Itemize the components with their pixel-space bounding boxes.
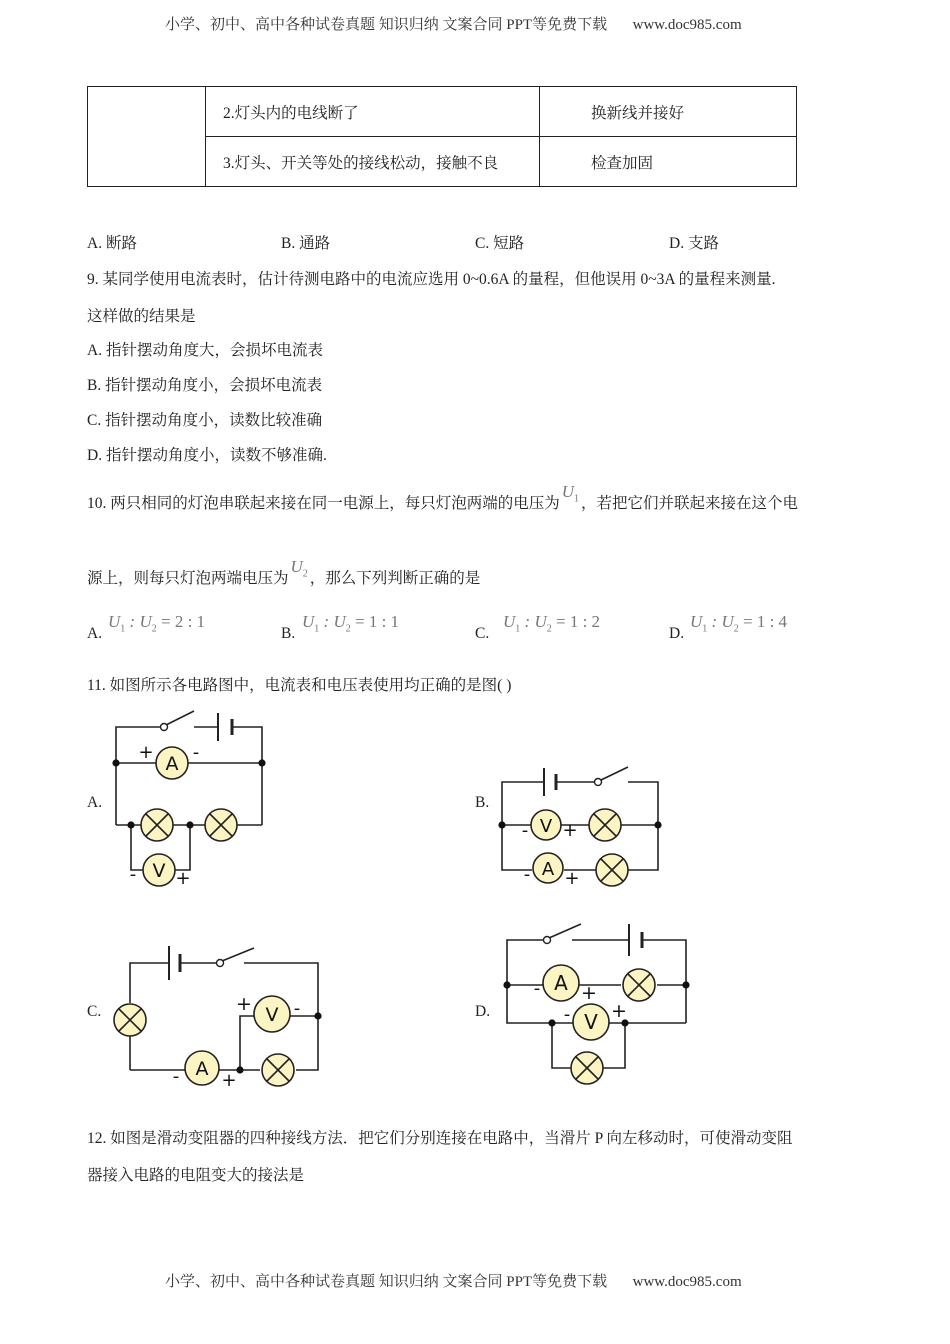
q10-option-c-label: C. <box>475 625 490 642</box>
circuit-a <box>116 711 262 870</box>
svg-text:V: V <box>584 1010 598 1034</box>
lamp-icon <box>262 1054 294 1086</box>
q10-u1: $U_1$ <box>561 482 580 505</box>
q8-option-c: C. 短路 <box>475 235 525 252</box>
q8-option-d: D. 支路 <box>669 235 719 252</box>
svg-text:+: + <box>175 868 191 889</box>
svg-text:V: V <box>539 816 553 837</box>
switch-pivots <box>161 724 602 967</box>
svg-text:+: + <box>564 868 580 889</box>
lamp-icon <box>589 809 621 841</box>
q9-option-d: D. 指针摆动角度小，读数不够准确. <box>87 447 327 464</box>
q10-stem-b: ，若把它们并联起来接在这个电 <box>581 495 799 512</box>
footer-url: www.doc985.com <box>632 1274 742 1290</box>
q9-option-a: A. 指针摆动角度大，会损坏电流表 <box>87 342 323 359</box>
ammeter-c <box>173 1051 237 1091</box>
q8-option-b: B. 通路 <box>281 235 331 252</box>
voltmeter-a <box>130 854 191 889</box>
q11-stem: 11. 如图所示各电路图中，电流表和电压表使用均正确的是图( ) <box>87 677 512 694</box>
q8-option-a: A. 断路 <box>87 235 137 252</box>
svg-text:A: A <box>195 1058 209 1080</box>
q10-option-d-math: $U_1$ : $U_2 = 1$ : 4 <box>690 612 788 635</box>
q10-option-a-math: $U_1$ : $U_2 = 2$ : 1 <box>108 612 206 635</box>
lamp-icon <box>596 854 628 886</box>
svg-text:+: + <box>611 1000 627 1022</box>
svg-text:A: A <box>541 859 555 880</box>
footer-text: 小学、初中、高中各种试卷真题 知识归纳 文案合同 PPT等免费下载 <box>165 1274 608 1290</box>
q9-stem-line1: 9. 某同学使用电流表时，估计待测电路中的电流应选用 0~0.6A 的量程，但他误用 0~3A 的量程来测量. <box>87 271 776 288</box>
q9-option-c: C. 指针摆动角度小，读数比较准确 <box>87 412 323 429</box>
lamp-icon <box>205 809 237 841</box>
lamp-icon <box>141 809 173 841</box>
lamp-icon <box>623 969 655 1001</box>
svg-text:V: V <box>265 1004 279 1026</box>
table-cell-fix: 检查加固 <box>540 137 797 187</box>
ammeter-d <box>534 965 597 1004</box>
q10-option-d-label: D. <box>669 625 685 642</box>
header-url: www.doc985.com <box>632 17 742 33</box>
svg-text:+: + <box>236 993 252 1015</box>
q10-u2: $U_2$ <box>290 557 308 580</box>
svg-text:+: + <box>562 820 578 841</box>
ammeter-a <box>138 742 199 779</box>
q10-stem-d: ，那么下列判断正确的是 <box>309 570 481 587</box>
ammeter-b <box>524 853 580 889</box>
q10-option-a-label: A. <box>87 625 103 642</box>
svg-text:-: - <box>563 1004 571 1025</box>
table-cell-cause: 2.灯头内的电线断了 <box>206 87 540 137</box>
svg-text:-: - <box>293 998 301 1019</box>
q11-label-d: D. <box>475 1003 491 1020</box>
svg-text:V: V <box>152 860 166 882</box>
lamp-icon <box>114 1004 146 1036</box>
svg-text:-: - <box>521 820 529 841</box>
q12-stem-line1: 12. 如图是滑动变阻器的四种接线方法．把它们分别连接在电路中，当滑片 P 向左移动时，可使滑动变阻 <box>87 1130 793 1147</box>
q10-option-b-label: B. <box>281 625 296 642</box>
q11-label-c: C. <box>87 1003 102 1020</box>
header-text: 小学、初中、高中各种试卷真题 知识归纳 文案合同 PPT等免费下载 <box>165 17 608 33</box>
q9-stem-line2: 这样做的结果是 <box>87 308 196 325</box>
svg-text:+: + <box>138 742 154 763</box>
svg-text:A: A <box>554 971 568 995</box>
q10-stem-a: 10. 两只相同的灯泡串联起来接在同一电源上，每只灯泡两端的电压为 <box>87 495 560 512</box>
voltmeter-c <box>236 993 300 1032</box>
q11-label-b: B. <box>475 794 490 811</box>
q10-stem-c: 源上，则每只灯泡两端电压为 <box>87 570 289 587</box>
table-cell-cause: 3.灯头、开关等处的接线松动，接触不良 <box>206 137 540 187</box>
svg-text:-: - <box>172 1066 180 1087</box>
svg-text:-: - <box>523 864 531 885</box>
q12-stem-line2: 器接入电路的电阻变大的接法是 <box>87 1167 305 1184</box>
voltmeter-d <box>564 1000 627 1040</box>
table-cell-fix: 换新线并接好 <box>540 87 797 137</box>
svg-text:+: + <box>221 1070 237 1091</box>
svg-text:A: A <box>165 753 179 775</box>
svg-text:-: - <box>533 978 541 999</box>
svg-text:+: + <box>581 982 597 1004</box>
q10-option-b-math: $U_1$ : $U_2 = 1$ : 1 <box>302 612 400 635</box>
circuit-b <box>502 767 658 870</box>
svg-text:-: - <box>129 864 137 885</box>
lamp-icon <box>571 1052 603 1084</box>
q11-label-a: A. <box>87 794 103 811</box>
svg-text:-: - <box>192 742 200 763</box>
q9-option-b: B. 指针摆动角度小，会损坏电流表 <box>87 377 323 394</box>
page-footer <box>165 1270 742 1291</box>
q10-option-c-math: $U_1$ : $U_2 = 1$ : 2 <box>503 612 601 635</box>
